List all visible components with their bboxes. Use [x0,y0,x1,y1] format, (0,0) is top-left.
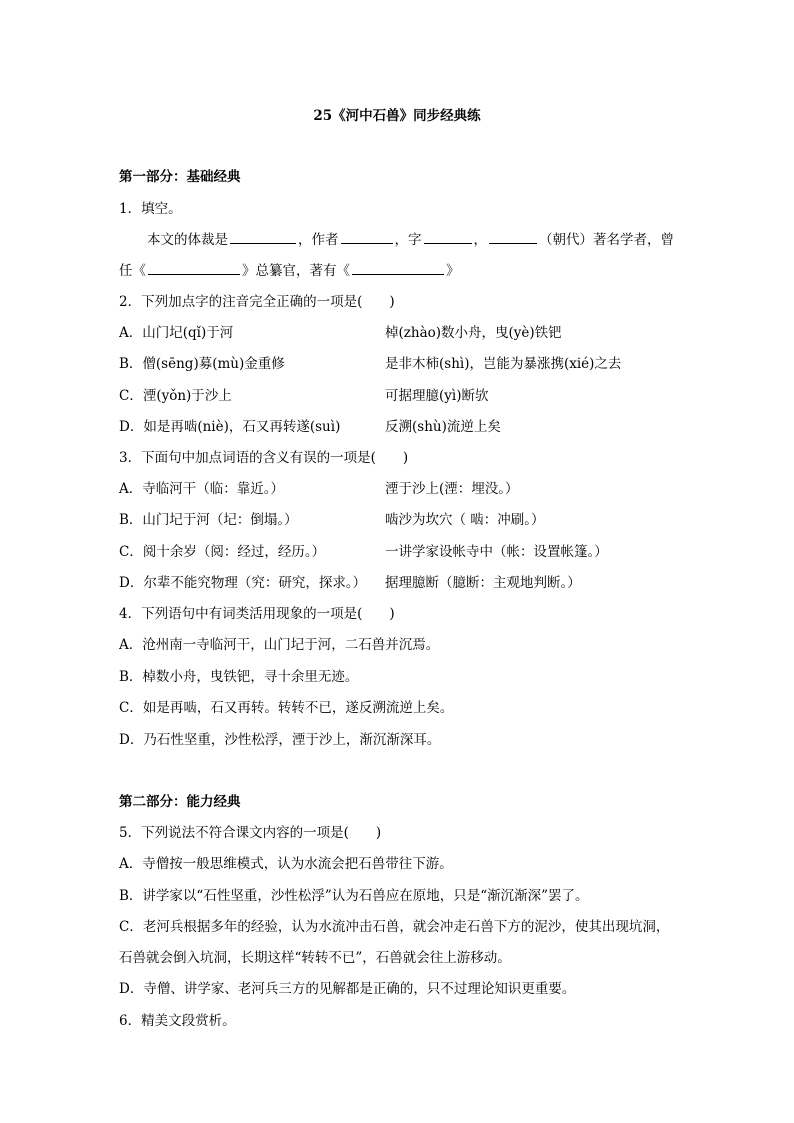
q2-option-d [119,415,340,435]
q4-option-b: B．棹数小舟，曳铁钯，寻十余里无迹。 [119,669,359,685]
q5-option-c: C．老河兵根据多年的经验，认为水流冲击石兽，就会冲走石兽下方的泥沙，使其出现坑洞， [119,919,670,935]
document-title: 25《河中石兽》同步经典练 [313,108,481,124]
question-1-line2 [119,259,460,279]
section-heading-part1: 第一部分：基础经典 [119,169,241,185]
q3-option-a-right: 湮于沙上(湮：埋没。） [385,481,519,497]
q3-option-c-right: 一讲学家设帐寺中（帐：设置帐篷。） [385,544,608,560]
fill-blank-work[interactable] [352,261,444,275]
q2-option-a-right: 棹(zhào)数小舟，曳(yè)铁钯 [385,325,562,341]
q1-text-e: （朝代）著名学者，曾 [539,232,674,248]
q1-text-c: ，字 [394,232,422,248]
q1-text-b: ，作者 [298,232,339,248]
q2-option-c-left: C．湮(yǒn)于沙上 [119,388,232,404]
question-1-line1 [147,228,674,248]
q3-option-a-left: A．寺临河干（临：靠近。） [119,481,284,497]
q1-text-f: 任《 [119,263,146,279]
q2-option-b-left: B．僧(sēng)募(mù)金重修 [119,356,285,372]
fill-blank-courtesy-name[interactable] [424,230,472,244]
question-4-stem: 4．下列语句中有词类活用现象的一项是( ) [119,606,395,622]
q2-option-b-right: 是非木柿(shì)，岂能为暴涨携(xié)之去 [385,356,622,372]
q3-option-b-left: B．山门圮于河（圮：倒塌。） [119,512,298,528]
question-3-stem: 3．下面句中加点词语的含义有误的一项是( ) [119,450,409,466]
q1-text-h: 》 [446,263,460,279]
q5-option-b: B．讲学家以“石性坚重，沙性松浮”认为石兽应在原地，只是“渐沉渐深”罢了。 [119,888,589,904]
q2-option-a [119,321,233,341]
q3-option-d-left: D．尔辈不能究物理（究：研究，探求。） [119,575,367,591]
q1-text-g: 》总纂官，著有《 [242,263,350,279]
q2-option-d-left: D．如是再啮(niè)，石又再转遂(suì) [119,419,341,435]
q5-option-d: D．寺僧、讲学家、老河兵三方的见解都是正确的，只不过理论知识更重要。 [119,981,576,997]
fill-blank-office[interactable] [148,261,240,275]
q5-option-c-cont: 石兽就会倒入坑洞，长期这样“转转不已”，石兽就会往上游移动。 [119,950,511,966]
question-1-stem: 1．填空。 [119,201,182,217]
q1-text-a: 本文的体裁是 [147,232,228,248]
q2-option-a-left: A．山门圮(qǐ)于河 [119,325,234,341]
q1-text-d: ， [473,232,487,248]
q3-option-d-right: 据理臆断（臆断：主观地判断。） [385,575,581,591]
q2-option-c [119,384,232,404]
section-heading-part2: 第二部分：能力经典 [119,794,241,810]
q4-option-c: C．如是再啮，石又再转。转转不已，遂反溯流逆上矣。 [119,700,454,716]
q3-option-b-right: 啮沙为坎穴（ 啮：冲刷。） [385,512,545,528]
q2-option-c-right: 可据理臆(yì)断欤 [385,388,489,404]
q5-option-a: A．寺僧按一般思维模式，认为水流会把石兽带往下游。 [119,856,453,872]
fill-blank-author[interactable] [341,230,393,244]
fill-blank-genre[interactable] [230,230,296,244]
question-2-stem: 2．下列加点字的注音完全正确的一项是( ) [119,294,395,310]
question-5-stem: 5．下列说法不符合课文内容的一项是( ) [119,825,382,841]
q4-option-a: A．沧州南一寺临河干，山门圮于河，二石兽并沉焉。 [119,637,440,653]
q4-option-d: D．乃石性坚重，沙性松浮，湮于沙上，渐沉渐深耳。 [119,732,441,748]
fill-blank-dynasty[interactable] [489,230,537,244]
q2-option-b [119,352,285,372]
q2-option-d-right: 反溯(shù)流逆上矣 [385,419,501,435]
question-6-stem: 6．精美文段赏析。 [119,1013,236,1029]
q3-option-c-left: C．阅十余岁（阅：经过，经历。） [119,544,326,560]
